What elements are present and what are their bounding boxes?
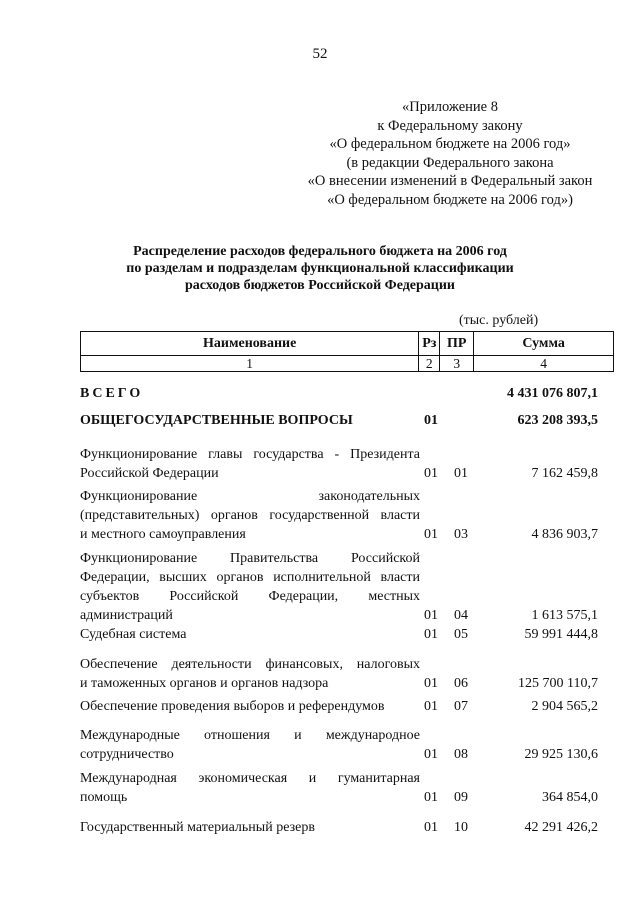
row-rz-code: 01 bbox=[424, 527, 438, 542]
row-pr-code: 05 bbox=[454, 627, 468, 642]
row-pr-code: 08 bbox=[454, 747, 468, 762]
row-amount: 4 836 903,7 bbox=[531, 527, 598, 542]
table-row bbox=[80, 487, 614, 544]
table-row bbox=[80, 726, 614, 764]
row-name bbox=[80, 697, 420, 716]
row-pr-code: 03 bbox=[454, 527, 468, 542]
row-amount: 42 291 426,2 bbox=[524, 820, 598, 835]
table-row bbox=[80, 549, 614, 625]
row-name-line: ОБЩЕГОСУДАРСТВЕННЫЕ ВОПРОСЫ bbox=[80, 413, 353, 428]
row-name-line: Международные отношения и международное bbox=[80, 728, 420, 743]
row-rz-code: 01 bbox=[424, 699, 438, 714]
header-pr: ПР bbox=[440, 332, 474, 356]
row-name bbox=[80, 769, 420, 807]
row-amount: 1 613 575,1 bbox=[531, 608, 598, 623]
row-name-line: и таможенных органов и органов надзора bbox=[80, 676, 329, 691]
row-name-line: Обеспечение проведения выборов и референдумов bbox=[80, 699, 385, 714]
appendix-header bbox=[280, 98, 620, 209]
row-rz-code: 01 bbox=[424, 820, 438, 835]
header-name: Наименование bbox=[81, 332, 419, 356]
table-row bbox=[80, 625, 614, 644]
appendix-line: «О внесении изменений в Федеральный закон bbox=[307, 173, 593, 189]
row-name-line: Обеспечение деятельности финансовых, налоговых bbox=[80, 657, 420, 672]
row-name bbox=[80, 818, 420, 837]
row-name bbox=[80, 655, 420, 693]
header-rz: Рз bbox=[419, 332, 440, 356]
row-name bbox=[80, 411, 420, 430]
column-number-4: 4 bbox=[474, 356, 614, 372]
appendix-line: «Приложение 8 bbox=[402, 99, 498, 115]
title-line: расходов бюджетов Российской Федерации bbox=[185, 278, 455, 293]
units-label: (тыс. рублей) bbox=[459, 313, 539, 328]
table-row bbox=[80, 445, 614, 483]
row-name-line: Судебная система bbox=[80, 627, 187, 642]
row-amount: 364 854,0 bbox=[542, 790, 598, 805]
row-rz-code: 01 bbox=[424, 413, 438, 428]
row-name-line: Государственный материальный резерв bbox=[80, 820, 315, 835]
row-pr-code: 10 bbox=[454, 820, 468, 835]
row-name-line: Функционирование законодательных bbox=[80, 489, 420, 504]
appendix-line: (в редакции Федерального закона bbox=[346, 154, 554, 171]
table-row bbox=[80, 769, 614, 807]
row-amount: 29 925 130,6 bbox=[524, 747, 598, 762]
table-row bbox=[80, 411, 614, 430]
row-name-line: Международная экономическая и гуманитарная bbox=[80, 771, 420, 786]
appendix-line: «О федеральном бюджете на 2006 год» bbox=[329, 136, 571, 152]
row-rz-code: 01 bbox=[424, 608, 438, 623]
row-name-line: сотрудничество bbox=[80, 747, 174, 762]
row-name-line: ВСЕГО bbox=[80, 386, 144, 401]
row-amount: 125 700 110,7 bbox=[518, 676, 598, 691]
row-rz-code: 01 bbox=[424, 676, 438, 691]
table-header bbox=[80, 331, 614, 372]
row-amount: 7 162 459,8 bbox=[531, 466, 598, 481]
row-pr-code: 04 bbox=[454, 608, 468, 623]
row-name-line: Функционирование Правительства Российской bbox=[80, 551, 420, 566]
row-name bbox=[80, 726, 420, 764]
table-row bbox=[80, 655, 614, 693]
appendix-line: «О федеральном бюджете на 2006 год») bbox=[327, 191, 573, 208]
page-number: 52 bbox=[312, 46, 328, 62]
row-pr-code: 01 bbox=[454, 466, 468, 481]
document-title bbox=[60, 243, 580, 294]
column-number-1: 1 bbox=[81, 356, 419, 372]
row-name-line: Федерации, высших органов исполнительной власти bbox=[80, 570, 420, 585]
row-name bbox=[80, 487, 420, 544]
appendix-line: к Федеральному закону bbox=[377, 117, 523, 134]
title-line: Распределение расходов федерального бюджета на 2006 год bbox=[133, 244, 507, 259]
header-sum: Сумма bbox=[474, 332, 614, 356]
row-name bbox=[80, 384, 420, 403]
row-amount: 623 208 393,5 bbox=[517, 413, 598, 428]
row-rz-code: 01 bbox=[424, 790, 438, 805]
row-rz-code: 01 bbox=[424, 747, 438, 762]
row-name-line: (представительных) органов государственной власти bbox=[80, 508, 420, 523]
row-name-line: Функционирование главы государства - Президента bbox=[80, 447, 420, 462]
row-name-line: и местного самоуправления bbox=[80, 527, 246, 542]
row-amount: 2 904 565,2 bbox=[531, 699, 598, 714]
row-name bbox=[80, 549, 420, 625]
table-row bbox=[80, 818, 614, 837]
row-rz-code: 01 bbox=[424, 627, 438, 642]
row-pr-code: 06 bbox=[454, 676, 468, 691]
row-name-line: помощь bbox=[80, 790, 128, 805]
column-number-3: 3 bbox=[440, 356, 474, 372]
row-amount: 59 991 444,8 bbox=[524, 627, 598, 642]
table-row bbox=[80, 697, 614, 716]
row-name bbox=[80, 445, 420, 483]
row-pr-code: 07 bbox=[454, 699, 468, 714]
table-row bbox=[80, 384, 614, 403]
row-amount: 4 431 076 807,1 bbox=[507, 386, 598, 401]
title-line: по разделам и подразделам функциональной классификации bbox=[126, 261, 514, 276]
row-name bbox=[80, 625, 420, 644]
row-name-line: Российской Федерации bbox=[80, 466, 219, 481]
row-name-line: субъектов Российской Федерации, местных bbox=[80, 589, 420, 604]
row-name-line: администраций bbox=[80, 608, 173, 623]
column-number-2: 2 bbox=[419, 356, 440, 372]
row-pr-code: 09 bbox=[454, 790, 468, 805]
row-rz-code: 01 bbox=[424, 466, 438, 481]
